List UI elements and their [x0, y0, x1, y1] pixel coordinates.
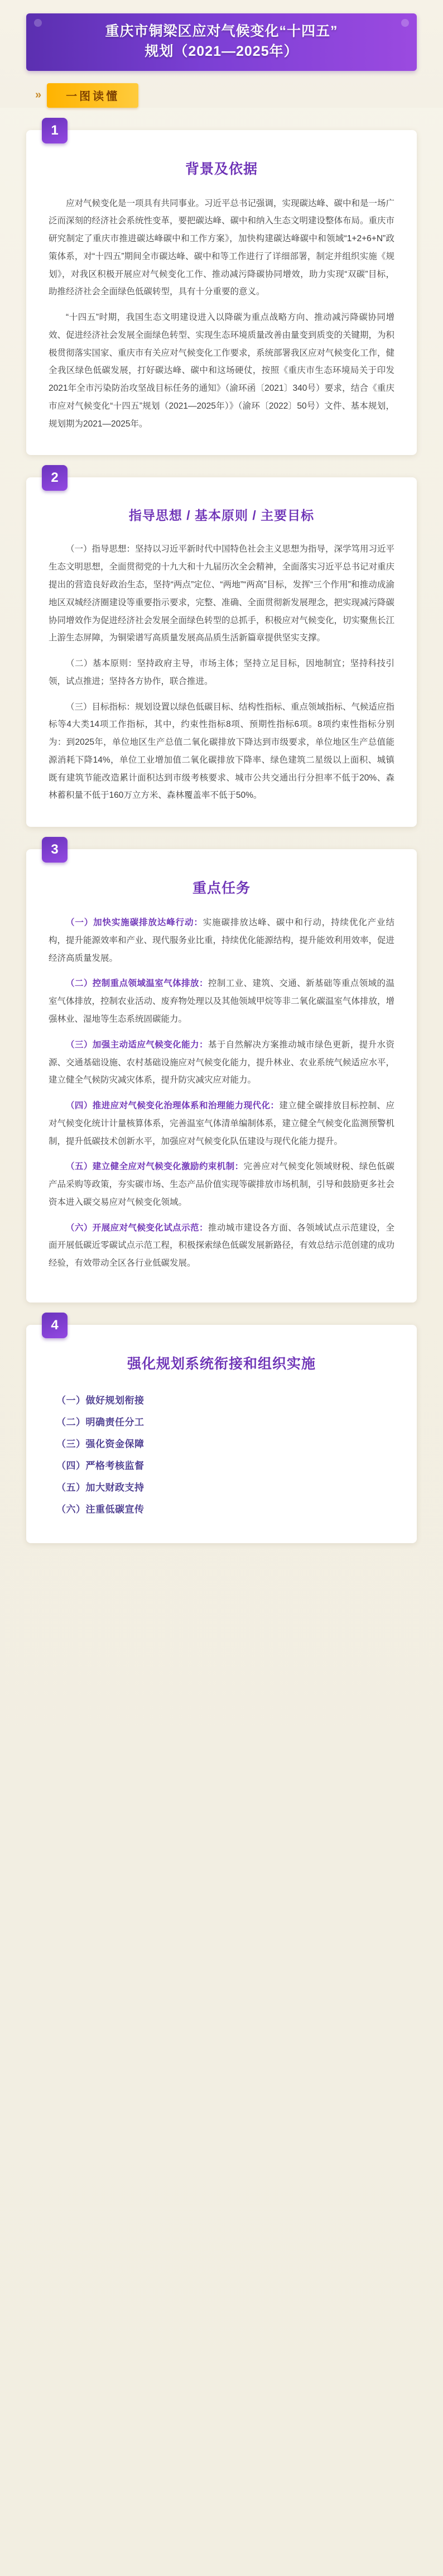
- section-card-background: [26, 122, 417, 456]
- measure-item: （三）强化资金保障: [56, 1439, 145, 1450]
- task-text: 推动城市建设各方面、各领域试点示范建设，全面开展低碳近零碳试点示范工程，积极探索绿色低碳发展新路径，有效总结示范创建的成功经验，有效带动全区各行业低碳发展。: [49, 1223, 395, 1268]
- section-number-badge-1: 1: [42, 118, 68, 143]
- section-number-badge-2: 2: [42, 465, 68, 491]
- section-title-3: 重点任务: [192, 880, 251, 897]
- task-item: [49, 975, 394, 1028]
- section-1-paragraph: 应对气候变化是一项具有共同事业。习近平总书记强调，实现碳达峰、碳中和是一场广泛而深刻的经济社会系统性变革，要把碳达峰、碳中和纳入生态文明建设整体布局。重庆市研究制定了重庆市推进碳达峰碳中和工作方案》，加快构建碳达峰碳中和领域“1+2+6+N”政策体系，对“十四五”期间全市碳达峰、碳中和等工作进行了详细部署，制定并组织实施《规划》，对我区积极开展应对气候变化工作、推动减污降碳协同增效，助力实现“双碳”目标，助推经济社会全面绿色低碳转型，具有十分重要的意义。: [49, 198, 395, 297]
- measure-item: （一）做好规划衔接: [56, 1395, 145, 1406]
- task-text: 完善应对气候变化领域财税、绿色低碳产品采购等政策，夯实碳市场、生态产品价值实现等碳排放市场机制，引导和鼓励更多社会资本进入碳交易应对气候变化领域。: [49, 1162, 395, 1207]
- task-lead: （四）推进应对气候变化治理体系和治理能力现代化：: [66, 1101, 280, 1111]
- task-item: [49, 1158, 394, 1211]
- double-chevron-right-icon: »: [35, 89, 40, 101]
- page-header: [0, 0, 443, 108]
- section-2-paragraph: （三）目标指标：规划设置以绿色低碳目标、结构性指标、重点领域指标、气候适应指标等4大类14项工作指标，其中，约束性指标8项、预期性指标6项。8项约束性指标分别为：到2025年，单位地区生产总值二氧化碳排放下降达到市级要求，单位地区生产总值能源消耗下降14%，单位工业增加值二氧化碳排放下降率、绿色建筑二星级以上面积、城镇既有建筑节能改造累计面积达到市级考核要求、城市公共交通出行分担率不低于20%、森林蓄积量不低于160万立方米、森林覆盖率不低于50%。: [49, 702, 395, 801]
- section-2-paragraph: （二）基本原则：坚持政府主导，市场主体；坚持立足目标，因地制宜；坚持科技引领，试点推进；坚持各方协作，联合推进。: [49, 659, 394, 686]
- section-2-paragraph: （一）指导思想：坚持以习近平新时代中国特色社会主义思想为指导，深学笃用习近平生态文明思想，全面贯彻党的十九大和十九届历次全会精神，全面落实习近平总书记对重庆提出的营造良好政治生态，坚持“两点”定位、“两地”“两高”目标，发挥“三个作用”和推动成渝地区双城经济圈建设等重要指示要求，完整、准确、全面贯彻新发展理念，把实现减污降碳协同增效作为促进经济社会发展全面绿色转型的总抓手，积极应对气候变化，切实聚焦长江上游生态屏障，为铜梁谱写高质量发展高品质生活新篇章提供坚实支撑。: [49, 544, 395, 643]
- page-title-line-2: 规划（2021—2025年）: [145, 44, 298, 60]
- section-title-1: 背景及依据: [185, 161, 258, 177]
- section-card-implementation: [26, 1317, 417, 1543]
- task-lead: （一）加快实施碳排放达峰行动：: [66, 918, 203, 928]
- page-title: [26, 13, 417, 71]
- subtitle-badge: 一图读懂: [47, 83, 138, 108]
- task-text: 控制工业、建筑、交通、新基础等重点领域的温室气体排放，控制农业活动、废弃物处理以及其他领域甲烷等非二氧化碳温室气体排放，增强林业、湿地等生态系统固碳能力。: [49, 979, 395, 1024]
- section-title-4: 强化规划系统衔接和组织实施: [127, 1356, 316, 1372]
- task-item: [49, 1036, 394, 1089]
- task-text: 基于自然解决方案推动城市绿色更新，提升水资源、交通基础设施、农村基础设施应对气候变化能力，提升林业、农业系统气候适应水平，建立健全气候防灾减灾体系，提升防灾减灾应对能力。: [49, 1040, 395, 1085]
- task-item: [49, 914, 394, 967]
- task-lead: （五）建立健全应对气候变化激励约束机制：: [66, 1162, 244, 1172]
- measure-item: （六）注重低碳宣传: [56, 1504, 145, 1515]
- measure-item: （二）明确责任分工: [56, 1417, 145, 1428]
- task-lead: （二）控制重点领域温室气体排放：: [66, 979, 208, 989]
- section-title-2: 指导思想 / 基本原则 / 主要目标: [128, 508, 315, 523]
- section-number-badge-4: 4: [42, 1313, 68, 1338]
- measure-list: [49, 1390, 394, 1521]
- page-title-line-1: 重庆市铜梁区应对气候变化“十四五”: [105, 23, 338, 39]
- task-lead: （六）开展应对气候变化试点示范：: [66, 1223, 208, 1233]
- task-text: 建立健全碳排放目标控制、应对气候变化统计计量核算体系，完善温室气体清单编制体系，建立健全气候变化监测预警机制，提升低碳技术创新水平，加强应对气候变化队伍建设与现代化能力提升。: [49, 1101, 395, 1146]
- section-card-key-tasks: [26, 842, 417, 1303]
- task-item: [49, 1219, 394, 1272]
- measure-item: （五）加大财政支持: [56, 1482, 145, 1493]
- section-card-guiding-principles: [26, 470, 417, 827]
- section-1-paragraph: “十四五”时期，我国生态文明建设进入以降碳为重点战略方向、推动减污降碳协同增效、促进经济社会发展全面绿色转型、实现生态环境质量改善由量变到质变的关键期，为积极贯彻落实国家、重庆市有关应对气候变化工作要求，系统部署我区应对气候变化工作，健全我区绿色低碳发展，打好碳达峰、碳中和这场硬仗，按照《重庆市生态环境局关于印发2021年全市污染防治攻坚战目标任务的通知》（渝环函〔2021〕340号）要求，结合《重庆市应对气候变化“十四五”规划（2021—2025年）》（渝环〔2022〕50号）文件、基本规划，规划期为2021—2025年。: [49, 313, 395, 429]
- subtitle-row: [26, 83, 417, 108]
- task-lead: （三）加强主动适应气候变化能力：: [66, 1040, 208, 1050]
- task-item: [49, 1097, 394, 1150]
- task-text: 实施碳排放达峰、碳中和行动，持续优化产业结构，提升能源效率和产业、现代服务业比重，持续优化能源结构，提升能效利用效率，促进经济高质量发展。: [49, 918, 395, 963]
- measure-item: （四）严格考核监督: [56, 1461, 145, 1472]
- section-number-badge-3: 3: [42, 837, 68, 863]
